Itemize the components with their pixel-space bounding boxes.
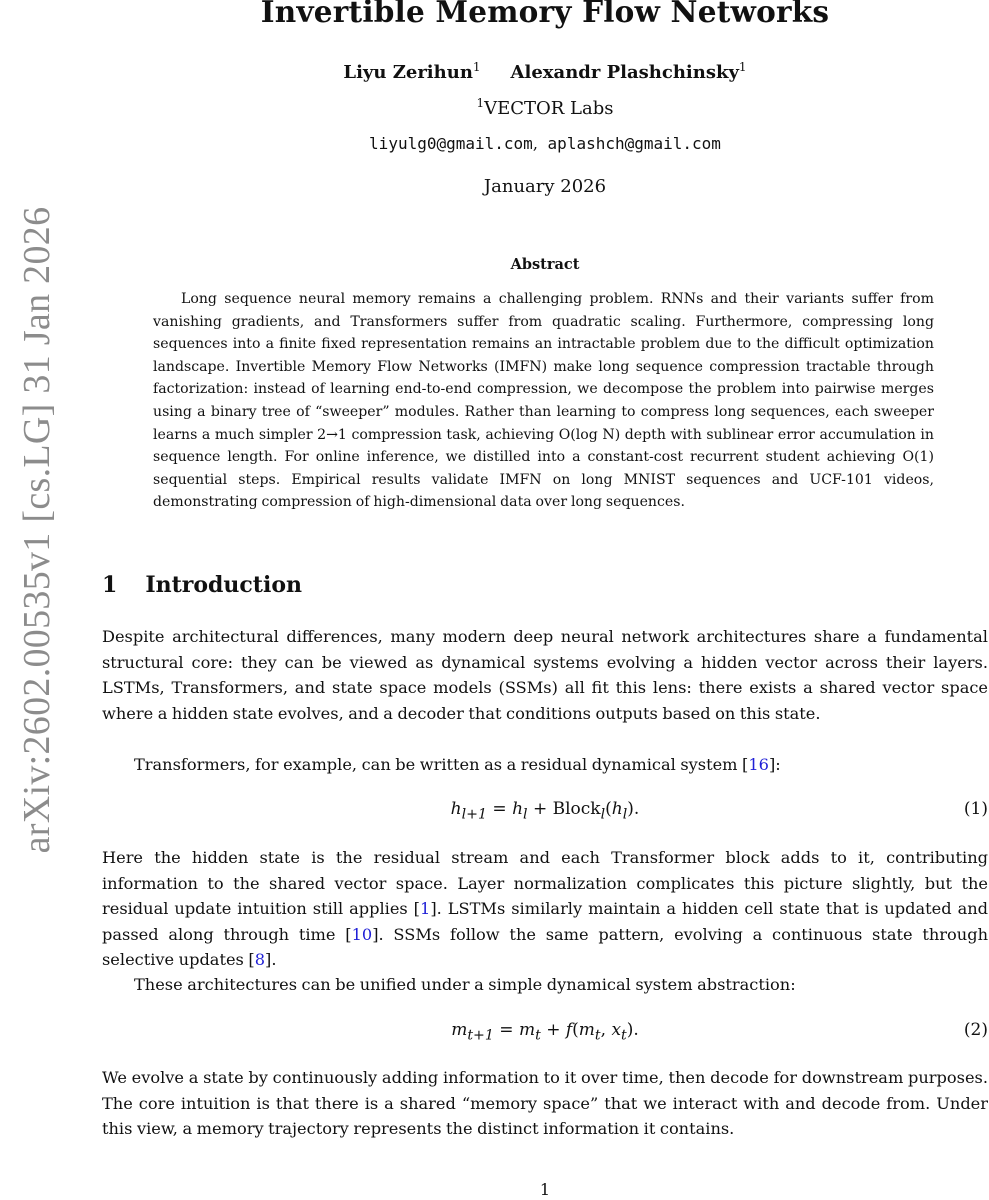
- equation-number: (2): [963, 1020, 988, 1040]
- author-name: Liyu Zerihun: [343, 62, 473, 83]
- abstract-text: Long sequence neural memory remains a challenging problem. RNNs and their variants suffer from vanishing gradients, and Transformers suffer from quadratic scaling. Furthermore, compressing long sequences into a finite fixed representation remains an intractable problem due to the difficult optimization landscape. Invertible Memory Flow Networks (IMFN) make long sequence compression tractable through factorization: instead of learning end-to-end compression, we decompose the problem into pairwise merges using a binary tree of “sweeper” modules. Rather than learning to compress long sequences, each sweeper learns a much simpler 2→1 compression task, achieving O(log N) depth with sublinear error accumulation in sequence length. For online inference, we distilled into a constant-cost recurrent student achieving O(1) sequential steps. Empirical results validate IMFN on long MNIST sequences and UCF-101 videos, demonstrating compression of high-dimensional data over long sequences.: [153, 291, 934, 511]
- arxiv-identifier: arXiv:2602.00535v1 [cs.LG] 31 Jan 2026: [16, 206, 58, 854]
- section-heading: [102, 572, 302, 598]
- author-emails: [102, 134, 988, 153]
- author-list: [102, 60, 988, 83]
- paper-title: Invertible Memory Flow Networks: [260, 0, 830, 29]
- affiliation-mark: 1: [472, 60, 481, 74]
- equation-expression: $m_{t+1} = m_t + f(m_t$, $x_t$).: [451, 1020, 639, 1044]
- abstract-heading: Abstract: [510, 256, 580, 273]
- equation-number: (1): [963, 799, 988, 819]
- publication-date: January 2026: [483, 176, 607, 197]
- intro-paragraph-1: Despite architectural differences, many modern deep neural network architectures share a fundamental structural core: they can be viewed as dynamical systems evolving a hidden vector across their layers. LSTMs, Transformers, and state space models (SSMs) all fit this lens: there exists a shared vector space where a hidden state evolves, and a decoder that conditions outputs based on this state.: [102, 627, 988, 723]
- author-name: Alexandr Plashchinsky: [510, 62, 739, 83]
- intro-paragraph-4: These architectures can be unified under a simple dynamical system abstraction:: [134, 975, 796, 994]
- citation-link[interactable]: 16: [748, 755, 769, 774]
- equation-expression: $h_{l+1} = h_l$ + $Block_l(h_l)$.: [450, 799, 640, 823]
- intro-paragraph-3: Here the hidden state is the residual stream and each Transformer block adds to it, contributing information to the shared vector space. Layer normalization complicates this picture slightly, but the residual update intuition still applies [1]. LSTMs similarly maintain a hidden cell state that is updated and passed along through time [10]. SSMs follow the same pattern, evolving a continuous state through selective updates [8].: [102, 848, 989, 970]
- email-link[interactable]: liyulg0@gmail.com: [369, 134, 533, 153]
- email-separator: ,: [532, 134, 538, 153]
- citation-link[interactable]: 10: [351, 924, 373, 944]
- page-number: 1: [539, 1180, 551, 1199]
- intro-paragraph-5: We evolve a state by continuously adding information to it over time, then decode for downstream purposes. The core intuition is that there is a shared “memory space” that we interact with and decode from. Under this view, a memory trajectory represents the distinct information it contains.: [102, 1068, 988, 1139]
- citation-link[interactable]: 8: [254, 950, 266, 970]
- arxiv-sidebar-stamp: [0, 0, 70, 1200]
- equation-2: [102, 1020, 988, 1046]
- equation-1: [102, 799, 988, 825]
- section-title: Introduction: [145, 572, 302, 598]
- affiliation-mark: 1: [476, 96, 485, 110]
- intro-paragraph-2: [102, 752, 988, 778]
- affiliation: [102, 96, 988, 119]
- affiliation-name: VECTOR Labs: [484, 98, 614, 119]
- paragraph-text: ]:: [768, 755, 781, 774]
- email-link[interactable]: aplashch@gmail.com: [547, 134, 721, 153]
- section-number: 1: [102, 572, 118, 598]
- citation-link[interactable]: 1: [420, 899, 431, 919]
- affiliation-mark: 1: [738, 60, 747, 74]
- paragraph-text: Transformers, for example, can be written as a residual dynamical system [: [134, 755, 749, 774]
